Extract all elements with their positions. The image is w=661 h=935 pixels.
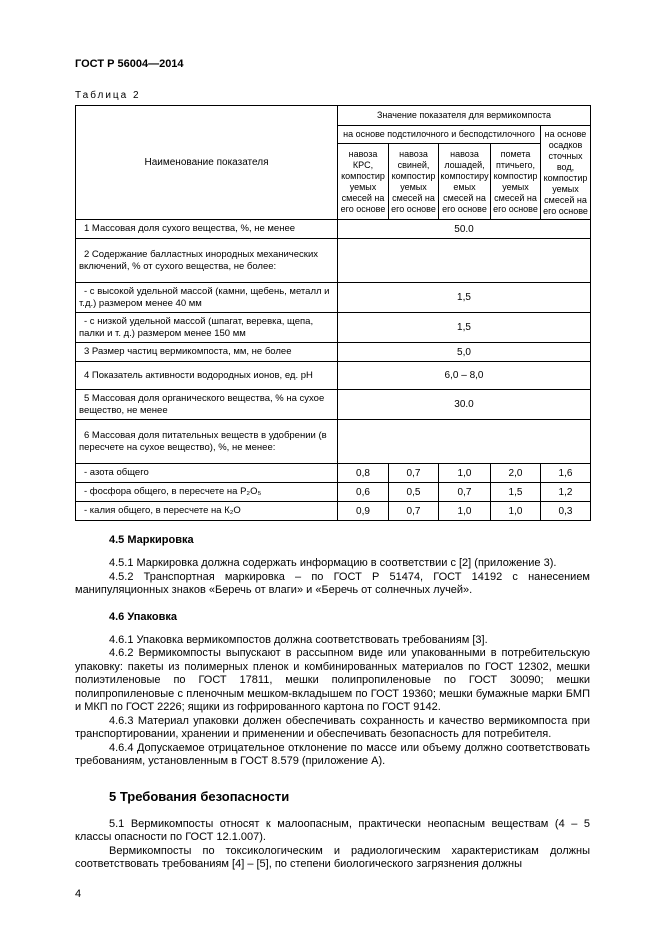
indicator-table: [75, 105, 591, 521]
row-value: 1,0: [439, 464, 491, 483]
section-safety: [75, 789, 590, 872]
row-value: 0,5: [389, 483, 439, 502]
page-content: [75, 58, 590, 872]
paragraph: 4.5.1 Маркировка должна содержать информацию в соответствии с [2] (приложение 3).: [109, 557, 557, 569]
section-heading-4-5: 4.5 Маркировка: [109, 534, 194, 546]
row-value: 1,5: [491, 483, 541, 502]
row-value: 1,6: [541, 464, 591, 483]
table-row: [76, 502, 591, 521]
doc-number: ГОСТ Р 56004—2014: [75, 58, 184, 70]
row-value: 0,7: [389, 464, 439, 483]
row-value: [338, 420, 591, 464]
table-row: [76, 283, 591, 313]
row-label: 6 Массовая доля питательных веществ в удобрении (в пересчете на сухое вещество), %, не менее:: [76, 420, 338, 464]
row-value: [338, 239, 591, 283]
row-label: - с высокой удельной массой (камни, щебень, металл и т.д.) размером менее 40 мм: [76, 283, 338, 313]
table-row: [76, 390, 591, 420]
row-value: 0,7: [439, 483, 491, 502]
table-row: [76, 464, 591, 483]
row-value: 0,3: [541, 502, 591, 521]
paragraph: 4.6.2 Вермикомпосты выпускают в рассыпном виде или упакованными в потребительскую упаковку: пакеты из полимерных пленок и комбинированных материалов по ГОСТ 12302, мешки полиэтиленовые по ГОСТ 17811, мешки полипропиленовые по ГОСТ 30090; мешки полипропиленовые с пленочным мешком-вкладышем по ГОСТ 19360; мешки бумажные марки БМП и МКП по ГОСТ 2226; ящики из гофрированного картона по ГОСТ 9142.: [75, 647, 590, 713]
section-marking: [75, 534, 590, 598]
row-value: 0,6: [338, 483, 389, 502]
table-row: [76, 362, 591, 390]
table-header-row: [76, 106, 591, 126]
paragraph: 5.1 Вермикомпосты относят к малоопасным, практически неопасным веществам (4 – 5 классы опасности по ГОСТ 12.1.007).: [75, 817, 590, 843]
row-label: - фосфора общего, в пересчете на Р₂О₅: [76, 483, 338, 502]
table-row: [76, 313, 591, 343]
table-row: [76, 420, 591, 464]
row-value: 0,8: [338, 464, 389, 483]
page-number: 4: [75, 888, 82, 900]
paragraph: Вермикомпосты по токсикологическим и радиологическим характеристикам должны соответствовать требованиям [4] – [5], по степени биологического загрязнения должны: [75, 844, 590, 870]
row-value: 1,2: [541, 483, 591, 502]
paragraph: 4.6.1 Упаковка вермикомпостов должна соответствовать требованиям [3].: [109, 633, 488, 646]
row-value: 0,9: [338, 502, 389, 521]
row-label: 4 Показатель активности водородных ионов, ед. рН: [76, 362, 338, 390]
section-heading-5: 5 Требования безопасности: [109, 788, 290, 804]
section-packaging: [75, 611, 590, 769]
section-heading-4-6: 4.6 Упаковка: [109, 610, 177, 623]
paragraph: 4.6.4 Допускаемое отрицательное отклонение по массе или объему должно соответствовать требованиям, установленным в ГОСТ 8.579 (приложение А).: [75, 741, 590, 767]
row-label: 3 Размер частиц вермикомпоста, мм, не более: [76, 343, 338, 362]
header-indicator-name: Наименование показателя: [76, 106, 338, 220]
row-label: - с низкой удельной массой (шпагат, веревка, щепа, палки и т. д.) размером менее 150 мм: [76, 313, 338, 343]
row-value: 50.0: [338, 220, 591, 239]
row-label: - азота общего: [76, 464, 338, 483]
table-row: [76, 343, 591, 362]
row-label: 5 Массовая доля органического вещества, % на сухое вещество, не менее: [76, 390, 338, 420]
header-col-pig: навоза свиней, компостируемых смесей на его основе: [389, 144, 439, 220]
row-label: 2 Содержание балластных инородных механических включений, % от сухого вещества, не более:: [76, 239, 338, 283]
header-col-cattle: навоза КРС, компостируемых смесей на его основе: [338, 144, 389, 220]
header-col-poultry: помета птичьего, компостируемых смесей на его основе: [491, 144, 541, 220]
paragraph: 4.5.2 Транспортная маркировка – по ГОСТ Р 51474, ГОСТ 14192 с нанесением манипуляционных знаков «Беречь от влаги» и «Беречь от солнечных лучей».: [75, 570, 590, 596]
table-row: [76, 220, 591, 239]
row-value: 6,0 – 8,0: [338, 362, 591, 390]
row-value: 1,0: [491, 502, 541, 521]
table-caption: Таблица 2: [75, 90, 141, 101]
table-row: [76, 483, 591, 502]
header-sludge-col: на основе осадков сточных вод, компостируемых смесей на его основе: [541, 126, 591, 220]
paragraph: 4.6.3 Материал упаковки должен обеспечивать сохранность и качество вермикомпоста при транспортировании, хранении и применении и обеспечивать безопасность для потребителя.: [75, 714, 590, 740]
row-label: 1 Массовая доля сухого вещества, %, не менее: [76, 220, 338, 239]
row-value: 5,0: [338, 343, 591, 362]
header-manure-group: на основе подстилочного и бесподстилочного: [338, 126, 541, 144]
row-value: 2,0: [491, 464, 541, 483]
row-value: 1,5: [338, 283, 591, 313]
row-value: 30.0: [338, 390, 591, 420]
table-row: [76, 239, 591, 283]
header-col-horse: навоза лошадей, компостируемых смесей на его основе: [439, 144, 491, 220]
row-value: 0,7: [389, 502, 439, 521]
row-value: 1,0: [439, 502, 491, 521]
header-value-group: Значение показателя для вермикомпоста: [338, 106, 591, 126]
row-value: 1,5: [338, 313, 591, 343]
row-label: - калия общего, в пересчете на К₂О: [76, 502, 338, 521]
